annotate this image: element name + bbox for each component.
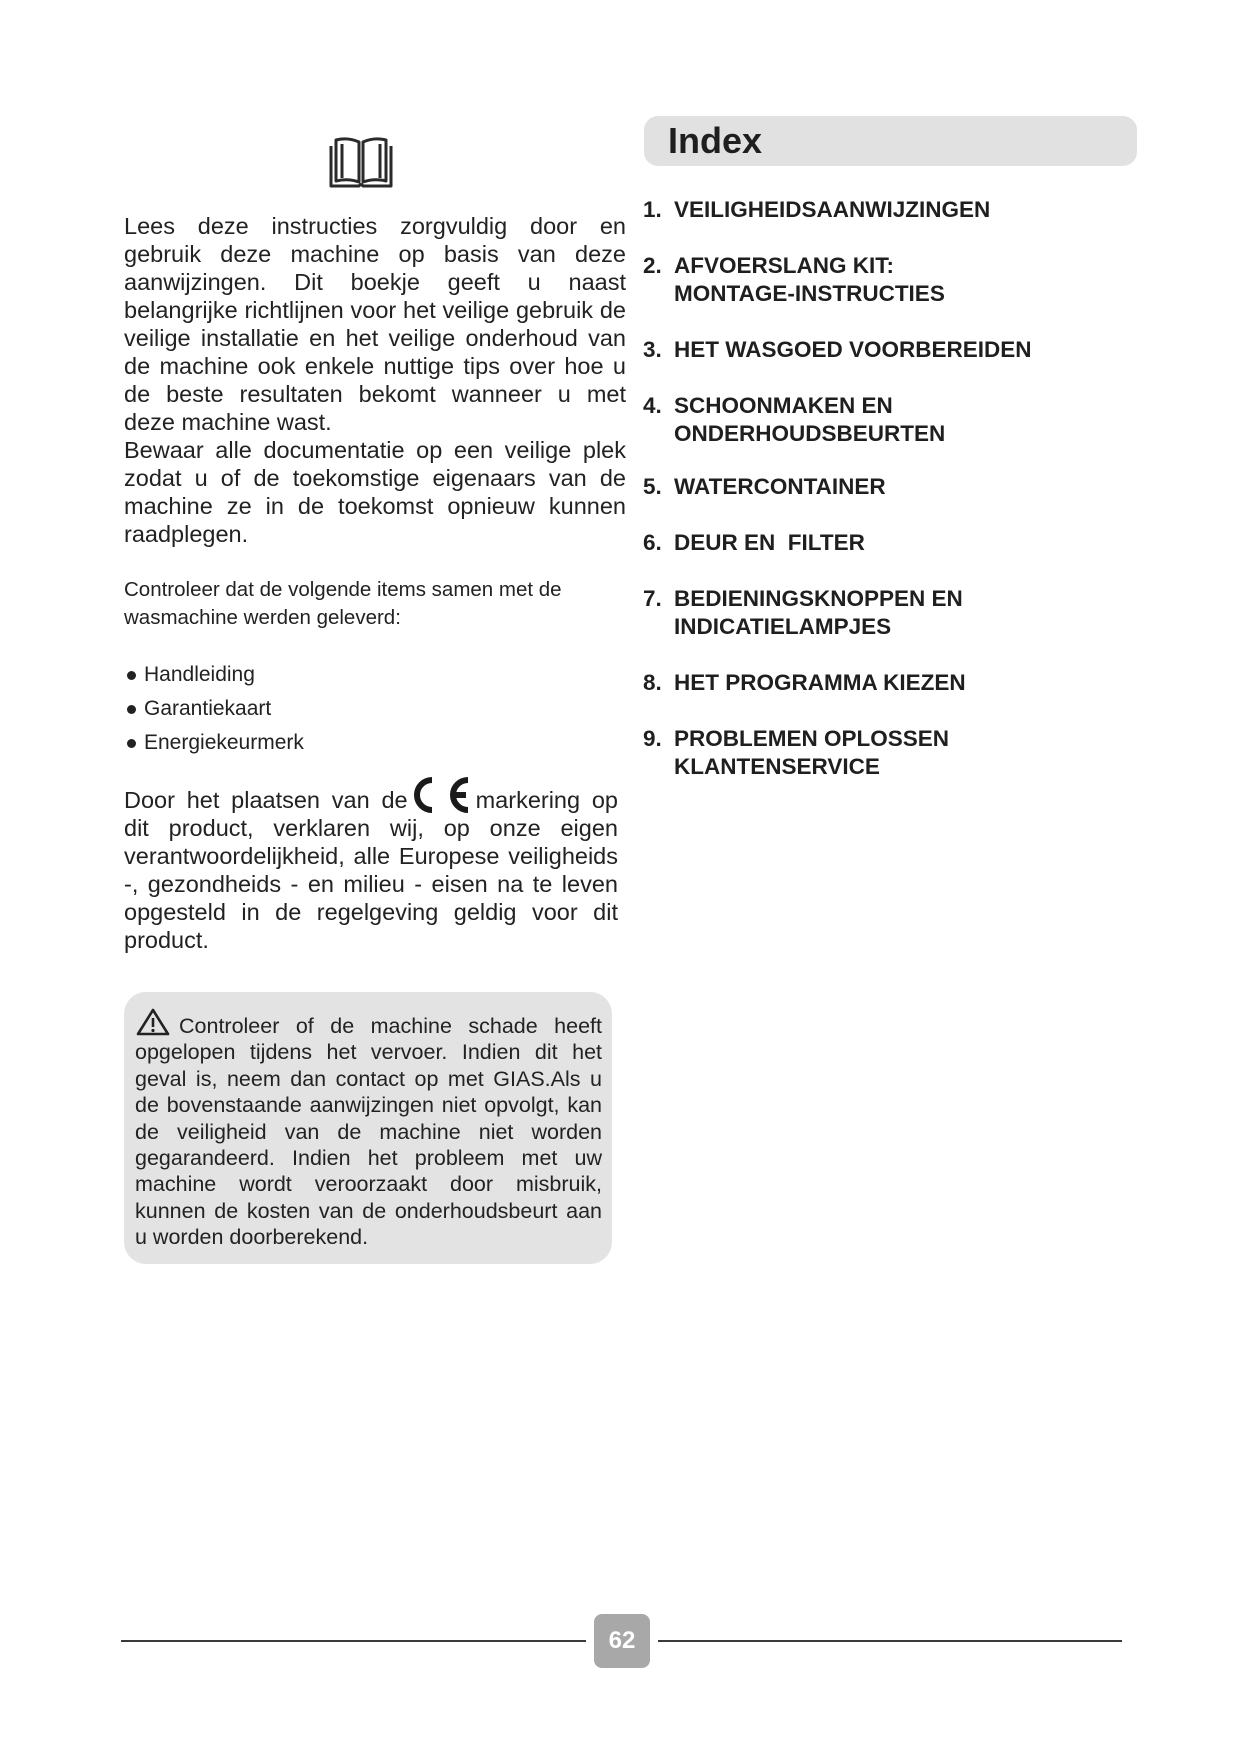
bullet-icon	[127, 739, 136, 748]
index-entry-title: HET WASGOED VOORBEREIDEN	[674, 337, 1032, 362]
bullet-icon	[127, 671, 136, 680]
index-entry-title: AFVOERSLANG KIT:	[674, 253, 895, 278]
footer-divider-left	[121, 1640, 586, 1642]
index-entry-number: 8.	[643, 670, 662, 695]
index-entry-number: 4.	[643, 393, 662, 418]
intro-paragraph-1: Lees deze instructies zorgvuldig door en gebruik deze machine op basis van deze aanwijzingen. Dit boekje geeft u naast belangrijke richtlijnen voor het veilige gebruik de veilige installatie en het veilige onderhoud van de machine ook enkele nuttige tips over hoe u de beste resultaten bekomt wanneer u met deze machine wast.	[124, 213, 626, 435]
checklist-intro: Controleer dat de volgende items samen met de wasmachine werden geleverd:	[124, 578, 562, 629]
warning-triangle-icon	[135, 1007, 171, 1037]
index-title: Index	[668, 120, 763, 161]
list-item-label: Handleiding	[144, 663, 255, 686]
index-entry-title: VEILIGHEIDSAANWIJZINGEN	[674, 197, 991, 222]
index-entry-number: 2.	[643, 253, 662, 278]
index-entry-subtitle: MONTAGE-INSTRUCTIES	[674, 281, 945, 306]
index-entry-number: 7.	[643, 586, 662, 611]
index-entry-title: WATERCONTAINER	[674, 474, 886, 499]
index-entry	[643, 392, 945, 448]
index-entry	[643, 585, 963, 641]
book-icon	[328, 134, 394, 190]
index-entry	[643, 725, 949, 781]
index-entry-number: 9.	[643, 726, 662, 751]
page-number: 62	[594, 1614, 650, 1668]
index-entry	[643, 252, 945, 308]
index-entry-title: PROBLEMEN OPLOSSEN	[674, 726, 950, 751]
ce-declaration	[124, 776, 618, 954]
list-item	[124, 658, 304, 692]
index-entry-subtitle: ONDERHOUDSBEURTEN	[674, 421, 946, 446]
index-entry	[643, 196, 990, 224]
index-entry-number: 5.	[643, 474, 662, 499]
ce-text-before: Door het plaatsen van de	[124, 787, 408, 813]
index-entry-title: SCHOONMAKEN EN	[674, 393, 893, 418]
index-entry-number: 3.	[643, 337, 662, 362]
list-item	[124, 692, 304, 726]
index-entry	[643, 336, 1032, 364]
ce-text-after: markering op dit product, verklaren wij, op onze eigen verantwoordelijkheid, alle Europese veiligheids -, gezondheids - en milieu - eisen na te leven opgesteld in de regelgeving geldig voor dit product.	[124, 787, 618, 953]
list-item-label: Garantiekaart	[144, 697, 272, 720]
warning-body: Controleer of de machine schade heeft opgelopen tijdens het vervoer. Indien dit het geval is, neem dan contact op met GIAS.Als u de bovenstaande aanwijzingen niet opvolgt, kan de veiligheid van de machine niet worden gegarandeerd. Indien het probleem met uw machine wordt veroorzaakt door misbruik, kunnen de kosten van de onderhoudsbeurt aan u worden doorberekend.	[135, 1014, 602, 1250]
footer-divider-right	[658, 1640, 1122, 1642]
index-entry	[643, 529, 865, 557]
ce-mark-icon	[408, 776, 476, 814]
index-entry	[643, 473, 886, 501]
index-entry-subtitle: INDICATIELAMPJES	[674, 614, 892, 639]
bullet-icon	[127, 705, 136, 714]
index-entry-number: 1.	[643, 197, 662, 222]
warning-box	[124, 992, 612, 1264]
index-entry-title: BEDIENINGSKNOPPEN EN	[674, 586, 963, 611]
intro-paragraph-2: Bewaar alle documentatie op een veilige plek zodat u of de toekomstige eigenaars van de machine ze in de toekomst opnieuw kunnen raadplegen.	[124, 437, 626, 547]
index-entry-number: 6.	[643, 530, 662, 555]
list-item	[124, 726, 304, 760]
index-entry-title: DEUR EN FILTER	[674, 530, 865, 555]
index-entry-title: HET PROGRAMMA KIEZEN	[674, 670, 966, 695]
index-entry-subtitle: KLANTENSERVICE	[674, 754, 880, 779]
intro-text	[124, 212, 626, 548]
index-entry	[643, 669, 966, 697]
warning-text	[135, 1007, 602, 1251]
checklist	[124, 658, 304, 760]
list-item-label: Energiekeurmerk	[144, 731, 304, 754]
index-header	[644, 116, 1137, 166]
